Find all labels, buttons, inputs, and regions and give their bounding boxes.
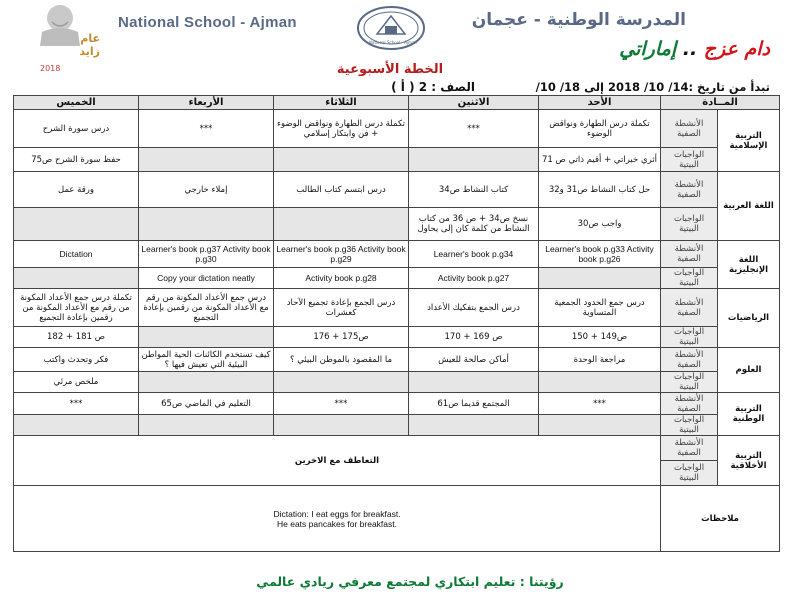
cell-math-home-thu: ص 181 + 182 xyxy=(14,327,139,348)
cell-empty xyxy=(274,208,409,241)
cell-islamic-class-mon: *** xyxy=(409,110,539,148)
subject-math: الرياضيات xyxy=(718,289,780,348)
subject-science: العلوم xyxy=(718,348,780,393)
kind-class: الأنشطة الصفية xyxy=(661,110,718,148)
cell-moral-topic: التعاطف مع الاخرين xyxy=(14,436,661,486)
cell-math-class-thu: تكملة درس جمع الأعداد المكونة من رقم مع الأعداد المكونة من رقمين بإعادة التجميع xyxy=(14,289,139,327)
cell-english-home-mon: Activity book p.g27 xyxy=(409,268,539,289)
notes-line-2: He eats pancakes for breakfast. xyxy=(276,518,397,529)
cell-english-class-mon: Learner's book p.g34 xyxy=(409,241,539,268)
vision-statement: رؤيتنا : تعليم ابتكاري لمجتمع معرفي ريادي عالمي xyxy=(256,574,564,589)
cell-empty xyxy=(139,327,274,348)
cell-islamic-class-tue: تكملة درس الطهارة ونواقض الوضوء + فن وابتكار إسلامي xyxy=(274,110,409,148)
notes-label: ملاحظات xyxy=(661,486,780,552)
col-sunday: الأحد xyxy=(539,96,661,110)
cell-arabic-class-thu: ورقة عمل xyxy=(14,172,139,208)
cell-math-class-tue: درس الجمع بإعادة تجميع الآحاد كعشرات xyxy=(274,289,409,327)
table-row xyxy=(14,348,780,372)
cell-national-class-tue: *** xyxy=(274,393,409,415)
cell-english-home-tue: Activity book p.g28 xyxy=(274,268,409,289)
subject-arabic: اللغة العربية xyxy=(718,172,780,241)
kind-home: الواجبات البيتية xyxy=(661,415,718,436)
cell-math-class-mon: درس الجمع بتفكيك الأعداد xyxy=(409,289,539,327)
kind-home: الواجبات البيتية xyxy=(661,327,718,348)
weekly-plan-table xyxy=(13,95,780,552)
table-row xyxy=(14,415,780,436)
notes-line-1: Dictation: I eat eggs for breakfast. xyxy=(273,508,401,519)
school-emblem xyxy=(355,4,427,52)
school-name-en: National School - Ajman xyxy=(118,14,297,31)
logo-year-label: عام زايد xyxy=(79,32,100,58)
cell-empty xyxy=(539,268,661,289)
cell-empty xyxy=(139,415,274,436)
cell-empty xyxy=(409,148,539,172)
cell-empty xyxy=(139,148,274,172)
cell-national-class-mon: المجتمع قديما ص61 xyxy=(409,393,539,415)
cell-islamic-class-wed: *** xyxy=(139,110,274,148)
kind-class: الأنشطة الصفية xyxy=(661,348,718,372)
cell-english-home-wed: Copy your dictation neatly xyxy=(139,268,274,289)
cell-islamic-home-sun: أثري خبراتي + أقيم ذاتي ص 71 xyxy=(539,148,661,172)
cell-science-class-mon: أماكن صالحة للعيش xyxy=(409,348,539,372)
cell-science-class-sun: مراجعة الوحدة xyxy=(539,348,661,372)
col-subject: المــادة xyxy=(661,96,780,110)
cell-math-class-sun: درس جمع الحدود الجمعية المتساوية xyxy=(539,289,661,327)
kind-class: الأنشطة الصفية xyxy=(661,172,718,208)
kind-home: الواجبات البيتية xyxy=(661,461,718,486)
cell-english-class-sun: Learner's book p.g33 Activity book p.g26 xyxy=(539,241,661,268)
col-monday: الاثنين xyxy=(409,96,539,110)
cell-math-class-wed: درس جمع الأعداد المكونة من رقم مع الأعداد المكونة من رقمين بإعادة التجميع xyxy=(139,289,274,327)
table-row xyxy=(14,436,780,461)
cell-empty xyxy=(139,208,274,241)
cell-empty xyxy=(409,415,539,436)
cell-science-home-thu: ملخص مرئي xyxy=(14,372,139,393)
slogan-part-1: دام عزج xyxy=(703,38,770,60)
logo-year: 2018 xyxy=(40,64,61,73)
table-row xyxy=(14,289,780,327)
cell-islamic-class-sun: تكملة درس الطهارة ونواقض الوضوء xyxy=(539,110,661,148)
cell-math-home-sun: ص149 + 150 xyxy=(539,327,661,348)
cell-english-class-thu: Dictation xyxy=(14,241,139,268)
kind-class: الأنشطة الصفية xyxy=(661,436,718,461)
table-row xyxy=(14,241,780,268)
cell-arabic-class-wed: إملاء خارجي xyxy=(139,172,274,208)
table-row xyxy=(14,208,780,241)
cell-science-class-tue: ما المقصود بالموطن البيئي ؟ xyxy=(274,348,409,372)
cell-empty xyxy=(539,372,661,393)
school-name-ar: المدرسة الوطنية - عجمان xyxy=(471,10,686,30)
cell-science-class-thu: فكر وتحدث واكتب xyxy=(14,348,139,372)
table-row xyxy=(14,148,780,172)
date-range: تبدأ من تاريخ :14/ 10/ 2018 إلى 18/ 10/ xyxy=(535,80,770,94)
cell-english-class-wed: Learner's book p.g37 Activity book p.g30 xyxy=(139,241,274,268)
subject-national: التربية الوطنية xyxy=(718,393,780,436)
kind-home: الواجبات البيتية xyxy=(661,148,718,172)
cell-empty xyxy=(14,415,139,436)
cell-empty xyxy=(409,372,539,393)
cell-math-home-mon: ص 169 + 170 xyxy=(409,327,539,348)
table-row xyxy=(14,268,780,289)
cell-science-class-wed: كيف تستخدم الكائنات الحية المواطن البيئية التي تعيش فيها ؟ xyxy=(139,348,274,372)
cell-arabic-home-mon: نسخ ص34 + ص 36 من كتاب النشاط من كلمة كان إلى يحاول xyxy=(409,208,539,241)
slogan-part-2: إماراتي xyxy=(619,38,677,60)
table-row xyxy=(14,372,780,393)
cell-arabic-home-sun: واجب ص30 xyxy=(539,208,661,241)
cell-arabic-class-sun: حل كتاب النشاط ص31 و32 xyxy=(539,172,661,208)
cell-arabic-class-mon: كتاب النشاط ص34 xyxy=(409,172,539,208)
kind-home: الواجبات البيتية xyxy=(661,372,718,393)
cell-islamic-home-thu: حفظ سورة الشرح ص75 xyxy=(14,148,139,172)
cell-islamic-class-thu: درس سورة الشرح xyxy=(14,110,139,148)
col-tuesday: الثلاثاء xyxy=(274,96,409,110)
subject-english: اللغة الإنجليزية xyxy=(718,241,780,289)
emblem-caption: National School - Ajman xyxy=(369,40,417,45)
notes-content xyxy=(14,486,661,552)
cell-english-class-tue: Learner's book p.g36 Activity book p.g29 xyxy=(274,241,409,268)
cell-empty xyxy=(14,268,139,289)
grade-label: الصف : 2 ( أ ) xyxy=(391,80,475,94)
subject-islamic: التربية الإسلامية xyxy=(718,110,780,172)
table-row xyxy=(14,327,780,348)
kind-class: الأنشطة الصفية xyxy=(661,289,718,327)
plan-title: الخطة الأسبوعية xyxy=(336,62,444,77)
kind-class: الأنشطة الصفية xyxy=(661,241,718,268)
col-thursday: الخميس xyxy=(14,96,139,110)
year-of-zayed-logo xyxy=(30,2,100,76)
cell-arabic-class-tue: درس ابتسم كتاب الطالب xyxy=(274,172,409,208)
cell-empty xyxy=(139,372,274,393)
cell-empty xyxy=(539,415,661,436)
table-row xyxy=(14,393,780,415)
cell-national-class-thu: *** xyxy=(14,393,139,415)
cell-empty xyxy=(274,415,409,436)
kind-class: الأنشطة الصفية xyxy=(661,393,718,415)
slogan xyxy=(590,38,770,60)
table-row xyxy=(14,110,780,148)
subject-moral: التربية الأخلاقية xyxy=(718,436,780,486)
col-wednesday: الأربعاء xyxy=(139,96,274,110)
kind-home: الواجبات البيتية xyxy=(661,268,718,289)
kind-home: الواجبات البيتية xyxy=(661,208,718,241)
cell-national-class-wed: التعليم في الماضي ص65 xyxy=(139,393,274,415)
cell-math-home-tue: ص175 + 176 xyxy=(274,327,409,348)
cell-national-class-sun: *** xyxy=(539,393,661,415)
table-row xyxy=(14,172,780,208)
cell-empty xyxy=(14,208,139,241)
slogan-dots: .. xyxy=(682,38,698,60)
table-row xyxy=(14,486,780,552)
cell-empty xyxy=(274,148,409,172)
cell-empty xyxy=(274,372,409,393)
